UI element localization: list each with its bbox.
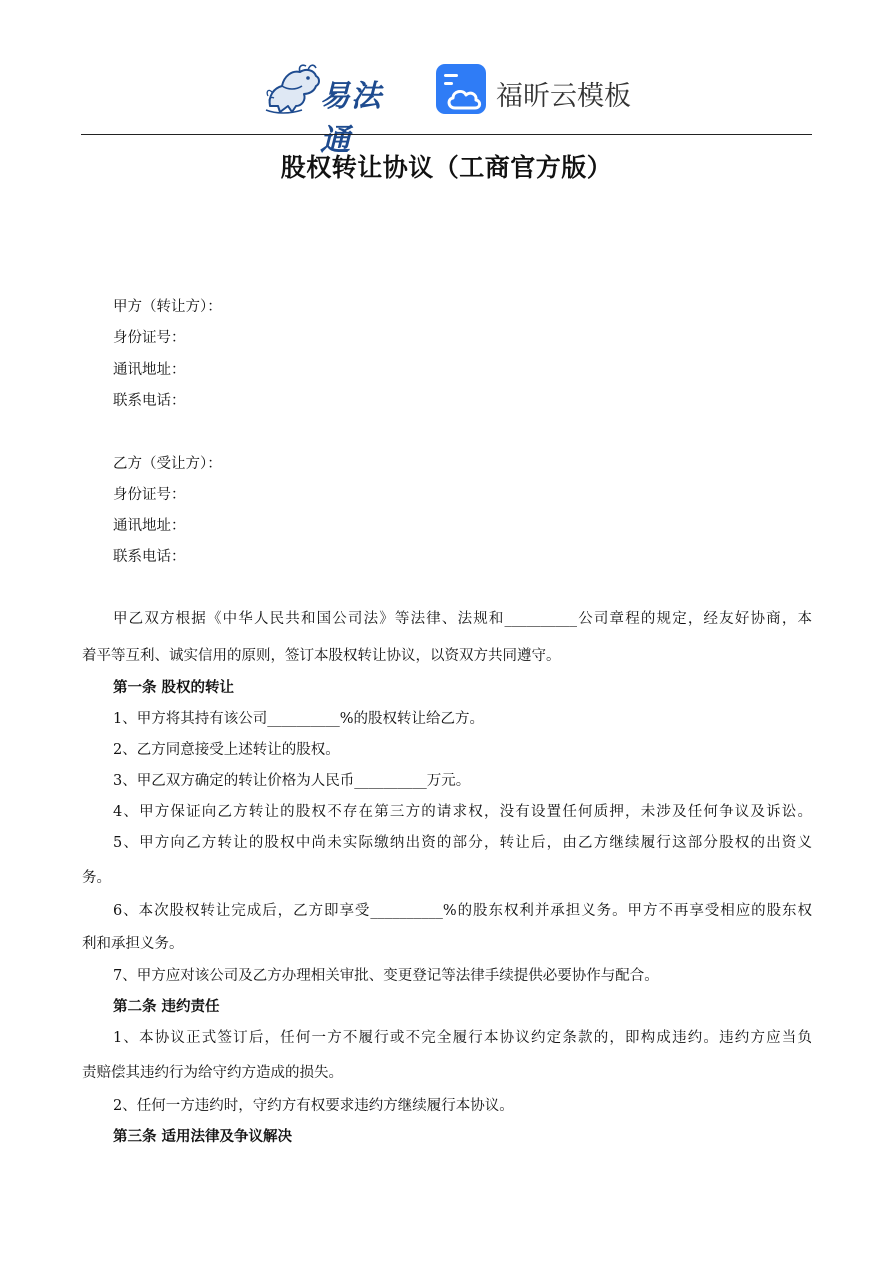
article-2-item-2: 2、任何一方违约时，守约方有权要求违约方继续履行本协议。 xyxy=(113,1098,514,1114)
header-divider xyxy=(81,134,812,135)
logo-bar xyxy=(0,62,893,158)
party-b-label: 乙方（受让方）： xyxy=(113,456,222,472)
fuxin-wordmark: 福昕云模板 xyxy=(496,81,631,112)
article-1-heading: 第一条 股权的转让 xyxy=(113,680,235,696)
yifatong-logo xyxy=(262,62,412,158)
party-a-label: 甲方（转让方）： xyxy=(113,299,222,315)
qilin-mascot-icon xyxy=(262,62,324,116)
fuxin-logo xyxy=(436,64,636,118)
intro-line-2: 着平等互利、诚实信用的原则，签订本股权转让协议，以资双方共同遵守。 xyxy=(82,648,561,664)
article-1-item-6: 6、本次股权转让完成后，乙方即享受__________%的股东权利并承担义务。甲方不再享受相应的股东权 xyxy=(113,903,812,919)
party-b-address: 通讯地址： xyxy=(113,518,186,534)
article-1-item-4: 4、甲方保证向乙方转让的股权不存在第三方的请求权，没有设置任何质押，未涉及任何争议及诉讼。 xyxy=(113,804,812,820)
yifatong-wordmark: 易法通 xyxy=(320,79,382,158)
document-title: 股权转让协议（工商官方版） xyxy=(280,153,613,182)
article-1-item-5: 5、甲方向乙方转让的股权中尚未实际缴纳出资的部分，转让后，由乙方继续履行这部分股权的出资义 xyxy=(113,835,812,851)
article-1-item-7: 7、甲方应对该公司及乙方办理相关审批、变更登记等法律手续提供必要协作与配合。 xyxy=(113,968,659,984)
party-b-id: 身份证号： xyxy=(113,487,186,503)
party-a-id: 身份证号： xyxy=(113,330,186,346)
article-1-item-3: 3、甲乙双方确定的转让价格为人民币__________万元。 xyxy=(113,773,471,789)
party-a-phone: 联系电话： xyxy=(113,393,186,409)
article-1-item-1: 1、甲方将其持有该公司__________%的股权转让给乙方。 xyxy=(113,711,485,727)
party-b-phone: 联系电话： xyxy=(113,549,186,565)
article-2-heading: 第二条 违约责任 xyxy=(113,999,220,1015)
article-1-item-6-cont: 利和承担义务。 xyxy=(82,936,184,952)
article-1-item-5-cont: 务。 xyxy=(82,870,111,886)
article-2-item-1: 1、本协议正式签订后，任何一方不履行或不完全履行本协议约定条款的，即构成违约。违约方应当负 xyxy=(113,1030,812,1046)
article-2-item-1-cont: 责赔偿其违约行为给守约方造成的损失。 xyxy=(82,1065,343,1081)
article-3-heading: 第三条 适用法律及争议解决 xyxy=(113,1129,293,1145)
article-1-item-2: 2、乙方同意接受上述转让的股权。 xyxy=(113,742,340,758)
intro-line-1: 甲乙双方根据《中华人民共和国公司法》等法律、法规和__________公司章程的规定，经友好协商，本 xyxy=(113,611,812,627)
cloud-document-icon xyxy=(436,64,486,114)
party-a-address: 通讯地址： xyxy=(113,362,186,378)
